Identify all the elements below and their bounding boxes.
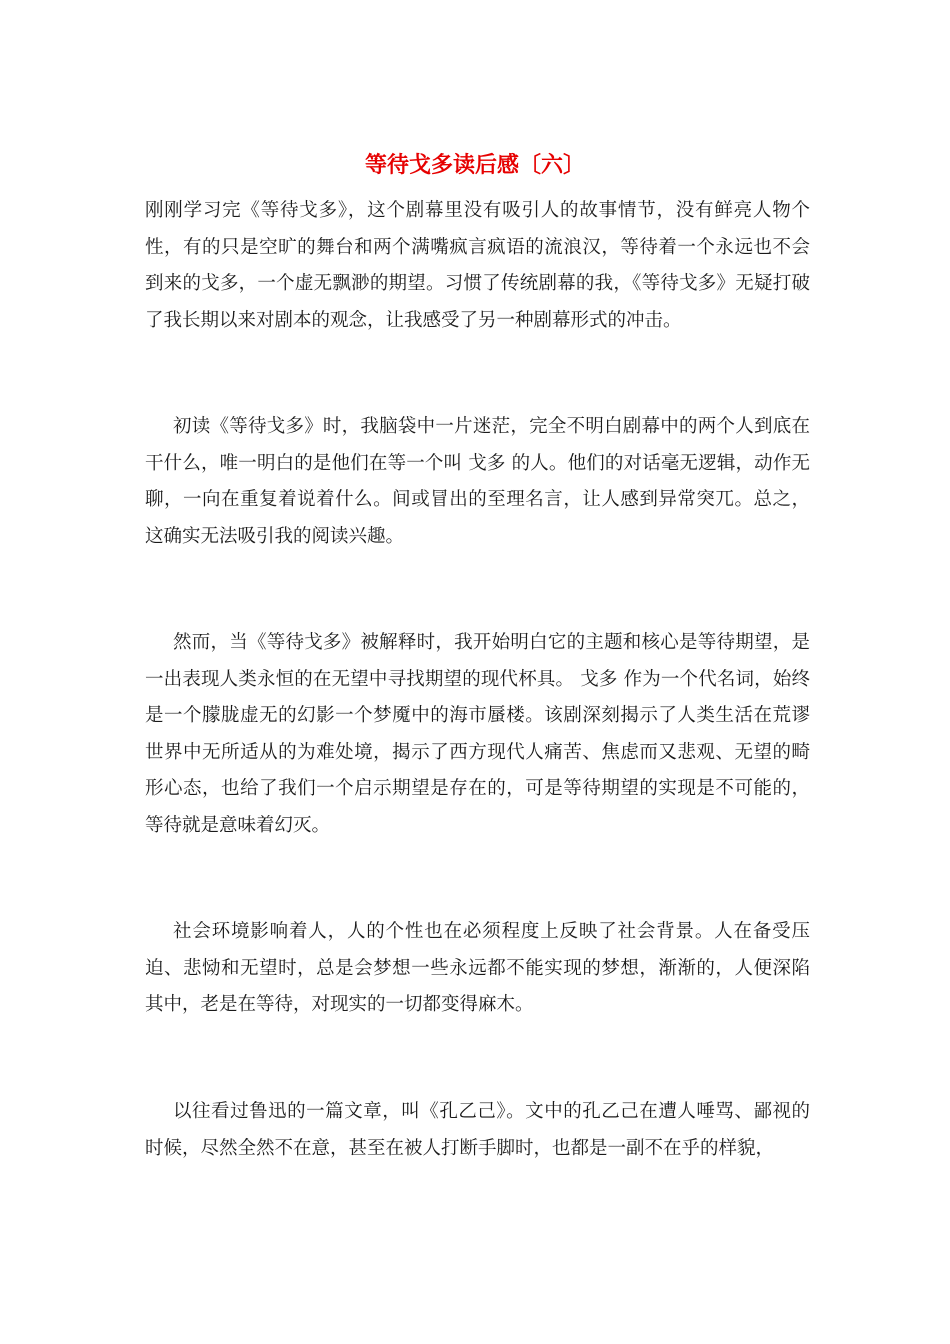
paragraph-4: 社会环境影响着人，人的个性也在必须程度上反映了社会背景。人在备受压迫、悲恸和无望时，总是会梦想一些永远都不能实现的梦想，渐渐的，人便深陷其中，老是在等待，对现实的一切都变得麻木。: [145, 921, 810, 1015]
page-title: 等待戈多读后感〔六〕: [364, 153, 585, 178]
paragraph-3: 然而，当《等待戈多》被解释时，我开始明白它的主题和核心是等待期望，是一出表现人类永恒的在无望中寻找期望的现代杯具。 戈多 作为一个代名词，始终是一个朦胧虚无的幻影一个梦魇中的海市蜃楼。该剧深刻揭示了人类生活在荒谬世界中无所适从的为难处境，揭示了西方现代人痛苦、焦虑而又悲观、无望的畸形心态，也给了我们一个启示期望是存在的，可是等待期望的实现是不可能的，等待就是意味着幻灭。: [145, 632, 810, 836]
paragraph-5: 以往看过鲁迅的一篇文章，叫《孔乙己》。文中的孔乙己在遭人唾骂、鄙视的时候，尽然全然不在意，甚至在被人打断手脚时，也都是一副不在乎的样貌，: [145, 1101, 810, 1159]
paragraph-1: 刚刚学习完《等待戈多》，这个剧幕里没有吸引人的故事情节，没有鲜亮人物个性，有的只是空旷的舞台和两个满嘴疯言疯语的流浪汉，等待着一个永远也不会到来的戈多，一个虚无飘渺的期望。习惯了传统剧幕的我，《等待戈多》无疑打破了我长期以来对剧本的观念，让我感受了另一种剧幕形式的冲击。: [145, 200, 810, 331]
paragraph-2: 初读《等待戈多》时，我脑袋中一片迷茫，完全不明白剧幕中的两个人到底在干什么，唯一明白的是他们在等一个叫 戈多 的人。他们的对话毫无逻辑，动作无聊，一向在重复着说着什么。间或冒出的至理名言，让人感到异常突兀。总之，这确实无法吸引我的阅读兴趣。: [145, 416, 810, 547]
